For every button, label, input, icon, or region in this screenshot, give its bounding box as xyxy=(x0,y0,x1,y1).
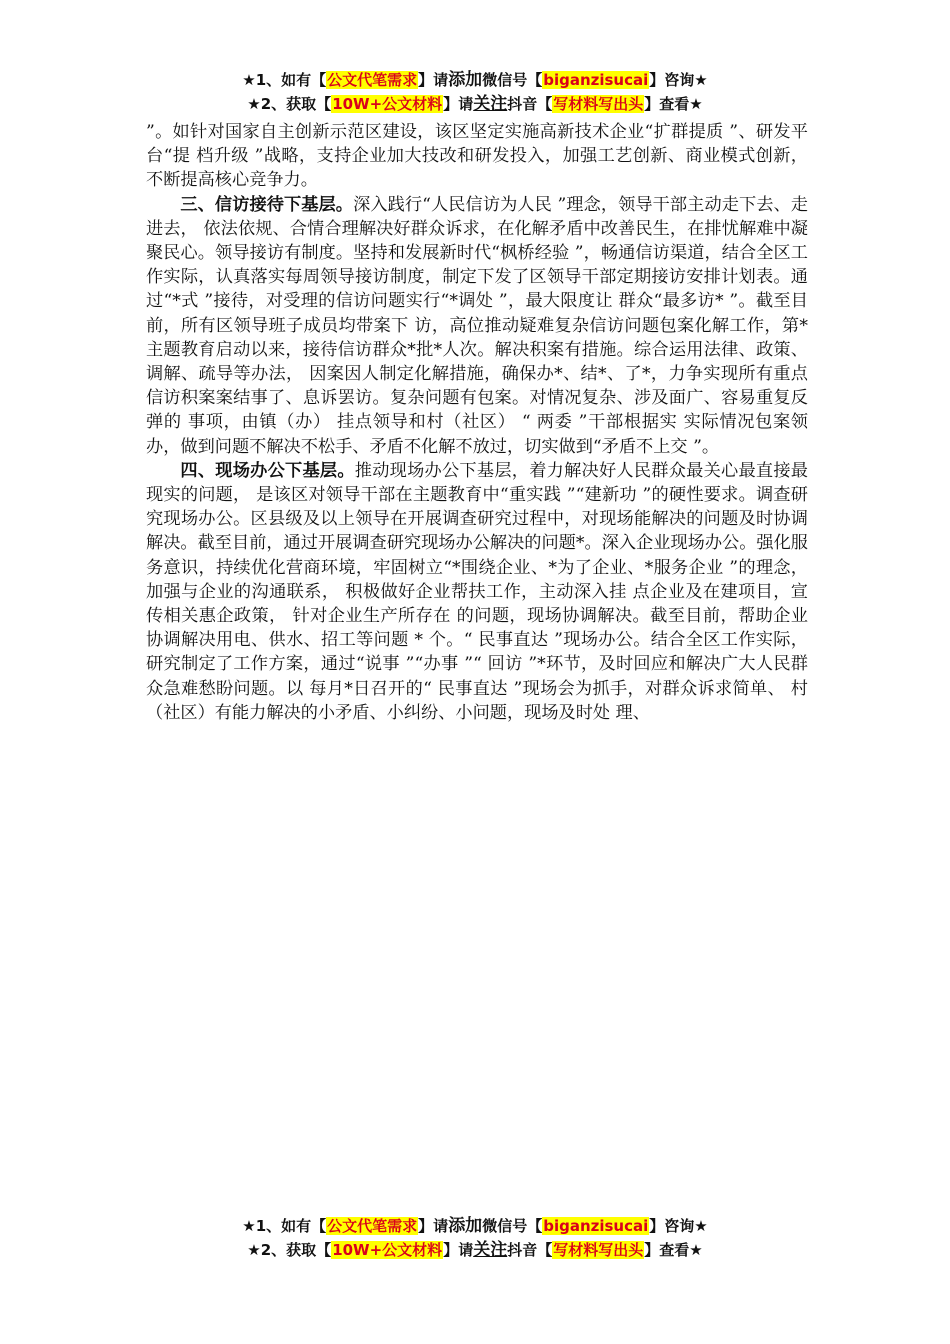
paragraph-onsite-office xyxy=(146,459,808,725)
banner-line-2 xyxy=(0,92,950,116)
banner-text: 】请 xyxy=(418,1217,449,1235)
header-banner xyxy=(0,68,950,116)
section-text: 推动现场办公下基层，着力解决好人民群众最关心最直接最 现实的问题， 是该区对领导干部在主题教育中“重实践 ”“建新功 ”的硬性要求。调查研究现场办公。区县级及以上领导在开展调查研究过程中，对现场能解决的问题及时协调解决。截至目前，通过开展调查研究现场办公解决的问题*。深入企业现场办公。强化服务意识，持续优化营商环境，牢固树立“*围绕企业、*为了企业、*服务企业 ”的理念， 加强与企业的沟通联系， 积极做好企业帮扶工作，主动深入挂 点企业及在建项目，宣传相关惠企政策， 针对企业生产所存在 的问题，现场协调解决。截至目前，帮助企业协调解决用电、供水、招工等问题 * 个。“ 民事直达 ”现场办公。结合全区工作实际，研究制定了工作方案，通过“说事 ”“办事 ”“ 回访 ”*环节，及时回应和解决广大人民群众急难愁盼问题。以 每月*日召开的“ 民事直达 ”现场会为抓手，对群众诉求简单、 村（社区）有能力解决的小矛盾、小纠纷、小问题，现场及时处 理、 xyxy=(146,460,808,723)
banner-emphasis: 关注 xyxy=(473,1240,508,1260)
banner-text: 微信号【 xyxy=(482,71,543,89)
highlight-wechat-id: biganzisucai xyxy=(543,1217,649,1235)
banner-text: ★1、如有【 xyxy=(242,71,327,89)
banner-emphasis: 添加 xyxy=(448,70,483,90)
paragraph-petition-reception xyxy=(146,193,808,459)
highlight-materials: 10W+公文材料 xyxy=(332,1241,443,1259)
banner-emphasis: 添加 xyxy=(448,1216,483,1236)
section-text: 深入践行“人民信访为人民 ”理念，领导干部主动走下去、走进去， 依法依规、合情合理解决好群众诉求，在化解矛盾中改善民生，在排忧解难中凝聚民心。领导接访有制度。坚持和发展新时代“枫桥经验 ”，畅通信访渠道，结合全区工作实际，认真落实每周领导接访制度，制定下发了区领导干部定期接访安排计划表。通过“*式 ”接待，对受理的信访问题实行“*调处 ”，最大限度让 群众“最多访* ”。截至目前，所有区领导班子成员均带案下 访，高位推动疑难复杂信访问题包案化解工作，第*主题教育启动以来，接待信访群众*批*人次。解决积案有措施。综合运用法律、政策、调解、疏导等办法， 因案因人制定化解措施，确保办*、结*、了*，力争实现所有重点信访积案案结事了、息诉罢访。复杂问题有包案。对情况复杂、涉及面广、容易重复反弹的 事项，由镇（办） 挂点领导和村（社区） “ 两委 ”干部根据实 实际情况包案领办，做到问题不解决不松手、矛盾不化解不放过，切实做到“矛盾不上交 ”。 xyxy=(146,194,808,457)
banner-text: 】咨询★ xyxy=(649,1217,708,1235)
banner-text: 】请 xyxy=(443,95,474,113)
banner-line-2 xyxy=(0,1238,950,1262)
banner-emphasis: 关注 xyxy=(473,94,508,114)
footer-banner xyxy=(0,1214,950,1262)
highlight-douyin-account: 写材料写出头 xyxy=(553,1241,644,1259)
banner-text: 】查看★ xyxy=(644,1241,703,1259)
banner-text: ★2、获取【 xyxy=(247,1241,332,1259)
banner-text: 微信号【 xyxy=(482,1217,543,1235)
document-body xyxy=(146,120,808,725)
highlight-wechat-id: biganzisucai xyxy=(543,71,649,89)
banner-line-1 xyxy=(0,1214,950,1238)
banner-text: 】查看★ xyxy=(644,95,703,113)
highlight-service: 公文代笔需求 xyxy=(327,71,418,89)
banner-text: 】请 xyxy=(418,71,449,89)
banner-text: 抖音【 xyxy=(507,1241,553,1259)
banner-text: 】咨询★ xyxy=(649,71,708,89)
paragraph-continuation: ”。如针对国家自主创新示范区建设，该区坚定实施高新技术企业“扩群提质 ”、研发平台“提 档升级 ”战略，支持企业加大技改和研发投入，加强工艺创新、商业模式创新，不断提高核心竞争力。 xyxy=(146,122,808,191)
section-heading: 三、信访接待下基层。 xyxy=(180,194,354,215)
banner-text: 】请 xyxy=(443,1241,474,1259)
highlight-materials: 10W+公文材料 xyxy=(332,95,443,113)
banner-text: ★1、如有【 xyxy=(242,1217,327,1235)
highlight-douyin-account: 写材料写出头 xyxy=(553,95,644,113)
banner-text: ★2、获取【 xyxy=(247,95,332,113)
banner-line-1 xyxy=(0,68,950,92)
section-heading: 四、现场办公下基层。 xyxy=(180,460,355,481)
highlight-service: 公文代笔需求 xyxy=(327,1217,418,1235)
banner-text: 抖音【 xyxy=(507,95,553,113)
